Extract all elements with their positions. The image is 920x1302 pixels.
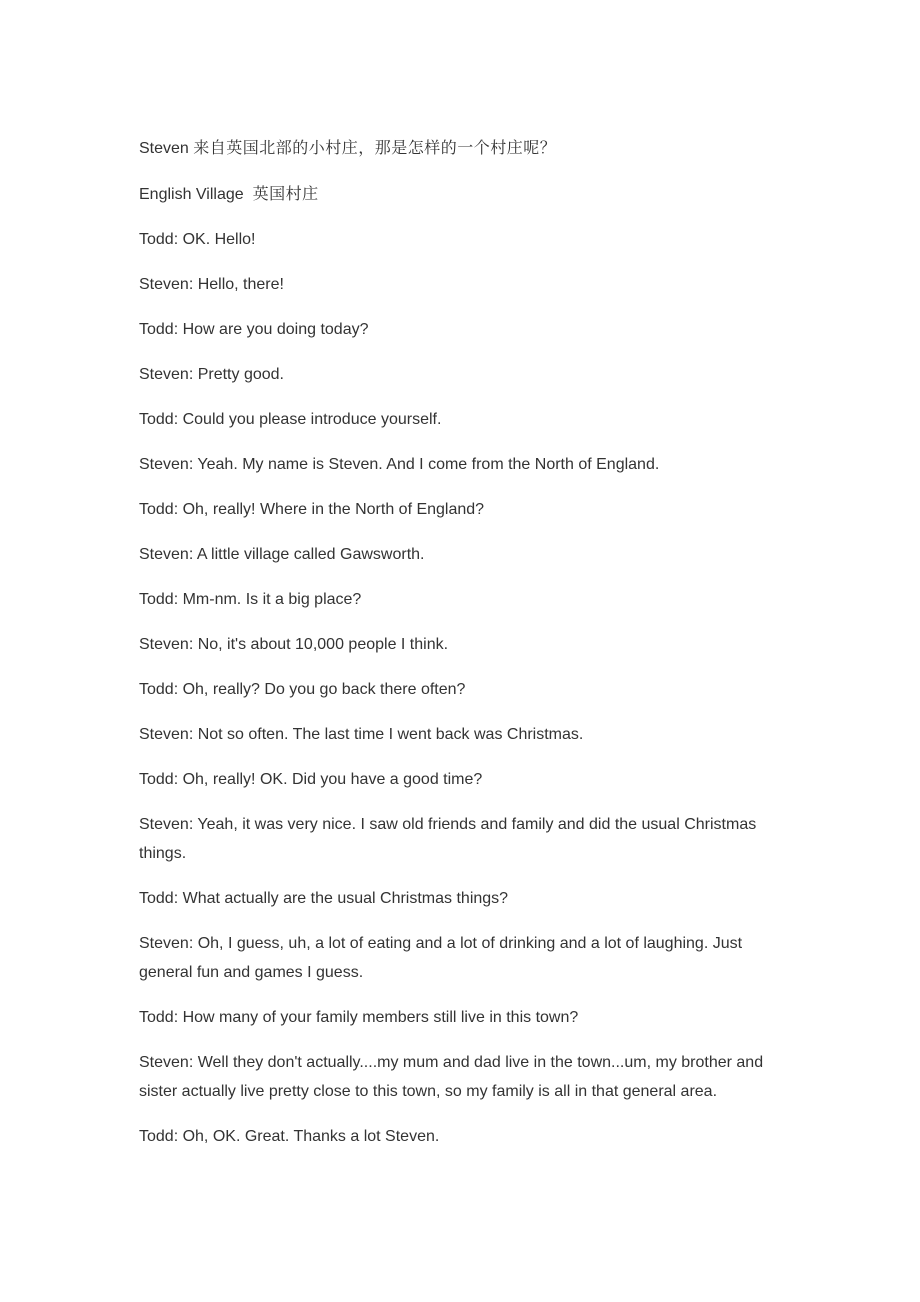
dialogue-line: Todd: How are you doing today?	[139, 321, 369, 338]
dialogue-line: Steven: Yeah, it was very nice. I saw old friends and family and did the usual Christmas things.	[139, 816, 757, 862]
dialogue-line: Steven: Not so often. The last time I went back was Christmas.	[139, 726, 584, 743]
dialogue-line: Steven: Pretty good.	[139, 366, 284, 383]
document-title	[139, 179, 789, 209]
dialogue-line: Todd: Mm-nm. Is it a big place?	[139, 591, 362, 608]
dialogue-line: Steven: A little village called Gawsworth.	[139, 546, 425, 563]
dialogue-line: Steven: No, it's about 10,000 people I think.	[139, 636, 449, 653]
dialogue-line: Steven: Oh, I guess, uh, a lot of eating and a lot of drinking and a lot of laughing. Just general fun and games I guess.	[139, 935, 743, 981]
title-english-text: English Village	[139, 186, 253, 203]
dialogue-line: Todd: Oh, really! OK. Did you have a good time?	[139, 771, 483, 788]
dialogue-line: Steven: Hello, there!	[139, 276, 284, 293]
dialogue-line: Todd: Oh, really! Where in the North of England?	[139, 501, 485, 518]
dialogue-line: Todd: What actually are the usual Christmas things?	[139, 890, 509, 907]
dialogue-line: Steven: Well they don't actually....my mum and dad live in the town...um, my brother and sister actually live pretty close to this town, so my family is all in that general area.	[139, 1054, 764, 1100]
document-body	[139, 133, 789, 1167]
dialogue-line: Todd: Oh, OK. Great. Thanks a lot Steven.	[139, 1128, 440, 1145]
intro-line	[139, 133, 789, 163]
dialogue-line: Steven: Yeah. My name is Steven. And I come from the North of England.	[139, 456, 660, 473]
dialogue-line: Todd: OK. Hello!	[139, 231, 256, 248]
dialogue-line: Todd: Oh, really? Do you go back there often?	[139, 681, 466, 698]
dialogue-line: Todd: How many of your family members still live in this town?	[139, 1009, 579, 1026]
intro-english-text: Steven	[139, 140, 194, 157]
dialogue-line: Todd: Could you please introduce yourself.	[139, 411, 442, 428]
title-chinese-text: 英国村庄	[252, 184, 319, 203]
intro-chinese-text: 来自英国北部的小村庄，那是怎样的一个村庄呢？	[193, 138, 557, 157]
